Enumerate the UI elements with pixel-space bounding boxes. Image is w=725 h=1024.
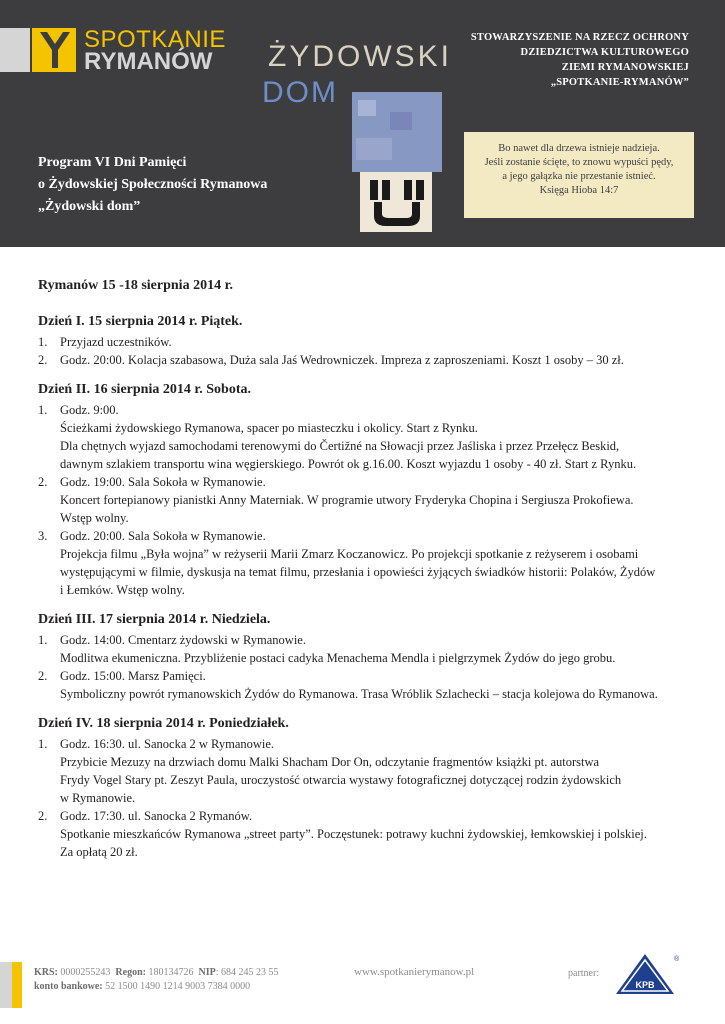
logo-line-2: RYMANÓW [84, 48, 213, 75]
item-line: Godz. 16:30. ul. Sanocka 2 w Rymanowie. [60, 737, 275, 751]
item-line: Frydy Vogel Stary pt. Zeszyt Paula, uroczystość otwarcia wystawy fotograficznej dotyczącej rodzin żydowskich [60, 773, 622, 787]
art-word-1: ŻYDOWSKI [268, 40, 453, 73]
item-line: Godz. 20:00. Sala Sokoła w Rymanowie. [60, 529, 266, 543]
day-section [38, 313, 698, 369]
program-title [38, 152, 267, 218]
list-item [38, 667, 698, 703]
list-item [38, 735, 698, 807]
item-line: Godz. 17:30. ul. Sanocka 2 Rymanów. [60, 809, 253, 823]
program-line: „Żydowski dom” [38, 199, 141, 214]
item-line: Dla chętnych wyjazd samochodami terenowymi do Čertižné na Słowacji przez Jaśliska i przez Przełęcz Beskid, [60, 439, 620, 453]
quote-line: Bo nawet dla drzewa istnieje nadzieja. [498, 143, 660, 154]
association-line: DZIEDZICTWA KULTUROWEGO [520, 47, 689, 58]
bank-label: konto bankowe: [34, 981, 103, 992]
day-title: Dzień II. 16 sierpnia 2014 r. Sobota. [38, 382, 252, 397]
item-line: w Rymanowie. [60, 791, 136, 805]
item-line: Koncert fortepianowy pianistki Anny Materniak. W programie utwory Fryderyka Chopina i Sergiusza Prokofiewa. [60, 493, 634, 507]
item-line: Za opłatą 20 zł. [60, 845, 138, 859]
krs-label: KRS: [34, 967, 58, 978]
day-title: Dzień I. 15 sierpnia 2014 r. Piątek. [38, 314, 243, 329]
item-number: 3. [38, 529, 48, 543]
art-word-2: DOM [262, 76, 338, 109]
item-line: dawnym szlakiem transportu wina węgierskiego. Powrót ok g.16.00. Koszt wyjazdu 1 osoby - 40 zł. Start z Rynku. [60, 457, 637, 471]
item-number: 1. [38, 335, 48, 349]
nip-label: NIP [198, 967, 216, 978]
item-line: Wstęp wolny. [60, 511, 129, 525]
item-number: 1. [38, 403, 48, 417]
logo-line-1: SPOTKANIE [84, 26, 226, 53]
association-line: „SPOTKANIE-RYMANÓW” [550, 77, 689, 88]
item-line: Godz. 19:00. Sala Sokoła w Rymanowie. [60, 475, 266, 489]
item-line: Godz. 9:00. [60, 403, 119, 417]
item-number: 2. [38, 809, 48, 823]
regon-label: Regon: [115, 967, 146, 978]
bank-value: 52 1500 1490 1214 9003 7384 0000 [105, 981, 251, 992]
program-line: o Żydowskiej Społeczności Rymanowa [38, 177, 268, 192]
item-number: 2. [38, 669, 48, 683]
item-line: Godz. 20:00. Kolacja szabasowa, Duża sala Jaś Wedrowniczek. Impreza z zaproszeniami. Koszt 1 osoby – 30 zł. [60, 353, 624, 367]
program-schedule [38, 277, 698, 873]
program-line: Program VI Dni Pamięci [38, 155, 187, 170]
item-line: Spotkanie mieszkańców Rymanowa „street party”. Poczęstunek: potrawy kuchni żydowskiej, łemkowskiej i polskiej. [60, 827, 647, 841]
nip-value: : 684 245 23 55 [215, 967, 279, 978]
footer-registration [34, 966, 278, 994]
item-line: Godz. 15:00. Marsz Pamięci. [60, 669, 206, 683]
event-dates: Rymanów 15 -18 sierpnia 2014 r. [38, 278, 233, 293]
list-item [38, 807, 698, 861]
item-line: i Łemków. Wstęp wolny. [60, 583, 185, 597]
regon-value: 180134726 [148, 967, 194, 978]
item-number: 1. [38, 633, 48, 647]
logo-y-mark-icon [32, 28, 76, 72]
quote-line: a jego gałązka nie przestanie istnieć. [502, 171, 656, 182]
logo-side-bar [0, 28, 30, 72]
item-line: Projekcja filmu „Była wojna” w reżyserii Marii Zmarz Koczanowicz. Po projekcji spotkanie z reżyserem i osobami [60, 547, 639, 561]
bible-quote-box [464, 132, 694, 218]
item-line: Przybicie Mezuzy na drzwiach domu Malki Shacham Dor On, odczytanie fragmentów książki pt. autorstwa [60, 755, 600, 769]
website-link[interactable]: www.spotkanierymanow.pl [354, 966, 475, 978]
item-line: występującymi w filmie, dyskusja na temat filmu, przesłania i opowieści żyjących świadków historii: Polaków, Żydów [60, 565, 656, 579]
item-line: Przyjazd uczestników. [60, 335, 172, 349]
list-item [38, 333, 698, 351]
list-item [38, 631, 698, 667]
item-number: 2. [38, 475, 48, 489]
quote-source: Księga Hioba 14:7 [539, 185, 619, 196]
association-line: STOWARZYSZENIE NA RZECZ OCHRONY [470, 32, 689, 43]
item-number: 1. [38, 737, 48, 751]
item-line: Ścieżkami żydowskiego Rymanowa, spacer po miasteczku i okolicy. Start z Rynku. [60, 421, 478, 435]
item-line: Symboliczny powrót rymanowskich Żydów do Rymanowa. Trasa Wróblik Szlachecki – stacja kolejowa do Rymanowa. [60, 687, 658, 701]
day-title: Dzień IV. 18 sierpnia 2014 r. Poniedziałek. [38, 716, 289, 731]
quote-line: Jeśli zostanie ścięte, to znowu wypuści pędy, [484, 157, 674, 168]
day-title: Dzień III. 17 sierpnia 2014 r. Niedziela. [38, 612, 271, 627]
krs-value: 0000255243 [60, 967, 111, 978]
item-line: Godz. 14:00. Cmentarz żydowski w Rymanowie. [60, 633, 306, 647]
day-section [38, 715, 698, 861]
list-item [38, 351, 698, 369]
item-line: Modlitwa ekumeniczna. Przybliżenie postaci cadyka Menachema Mendla i pielgrzymek Żydów do jego grobu. [60, 651, 616, 665]
kpb-logo-letters: KPB [635, 980, 655, 990]
association-name [389, 30, 689, 90]
item-number: 2. [38, 353, 48, 367]
association-line: ZIEMI RYMANOWSKIEJ [561, 62, 689, 73]
list-item [38, 401, 698, 473]
svg-text:®: ® [674, 956, 680, 963]
list-item [38, 527, 698, 599]
day-section [38, 611, 698, 703]
day-section [38, 381, 698, 599]
partner-label: partner: [568, 968, 600, 979]
footer-side-bar [0, 962, 12, 1008]
kpb-partner-logo-icon [612, 952, 678, 996]
header-band [0, 0, 725, 247]
list-item [38, 473, 698, 527]
